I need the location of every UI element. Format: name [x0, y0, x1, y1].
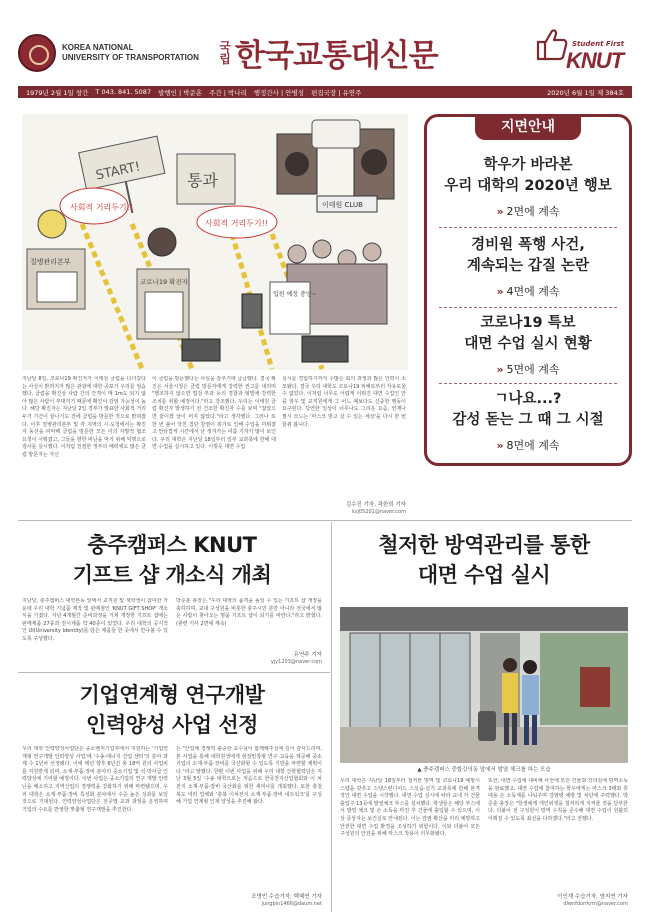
index-divider — [439, 307, 617, 308]
index-entry-page-text: 4면에 계속 — [506, 285, 560, 298]
bubble-left-text: 사회적 거리두기!! — [70, 203, 134, 212]
thumbs-up-icon — [532, 26, 570, 62]
index-entry-title: 경비원 폭행 사건, 계속되는 갑질 논란 — [466, 237, 590, 274]
index-heading: 지면안내 — [475, 114, 581, 140]
index-divider — [439, 383, 617, 384]
gift-shop-column: 지난달, 충주캠퍼스 대학본동 앞에서 교직원 및 재학생이 참여한 가운데 우리 대학 기념품 제작 및 판매점인 'KNUT GIFT SHOP' 개소식을 가졌다. 지난 4개월간 준비과정을 거쳐 개장한 기프트 샵에는 판매제품 27종과 전시제품 약 40종이 있었다. 우리 대학의 공식적인 UI(University Identity)를 담은 제품들 한 곳에서 만나볼 수 있도록 구성했다. — [22, 598, 168, 642]
research-column: 우리 대학 인력양성사업단은 중소벤처기업부에서 지원하는 '기업연계형 연구개발 인력양성 사업'에 '수송·에너지 산업 센터'의 분야 과제 수 1년차 선정됐다. 이에 매년 향후 6년간 총 18억 원의 사업비를 지원받게 되며, 소재·부품·장비 분야의 중소기업 및 석·박사급 인력양성에 기여할 예정이다. 이번 사업은 중소기업의 연구 개발 인력난을 해소하고 지역산업의 경쟁력을 강화하기 위해 마련됐으며, 우리 대학은 소재·부품·장비 특성화 분야에서 수준 높은 성과를 보일 것으로 기대된다. 인력양성사업단은 전공별 교과 과정을 운영하며 기업의 수요를 반영한 맞춤형 연구개발을 추진한다. — [22, 746, 168, 813]
issue-date: 2020년 6월 1일 제 384호 — [547, 88, 624, 97]
university-name-line-1: KOREA NATIONAL — [62, 43, 134, 52]
podium-mid-label: 코로나19 확진자 — [140, 278, 189, 286]
bubble-right-text: 사회적 거리두기!! — [205, 219, 269, 228]
info-item: 1979년 2월 1일 창간 — [26, 88, 89, 97]
sign-right-text: 입원 예정 중앙~ — [273, 291, 317, 298]
covid-column: 또한, 대면 수업에 대비해 사전에 모든 건물과 강의실에 방역소독을 완료했고, 대면 수업에 참여하는 학우에게는 마스크 3매와 휴대용 손 소독제를 나눠주며 강염병 예방 및 차단에 주력했다. 박준훈 총장은 "학생에게 개인위생을 철저하게 지켜줄 것을 당부한다. 더불어 전 구성원이 방역 수칙을 준수해 대면 수업이 원활히 이뤄질 수 있도록 최선을 다하겠다."라고 전했다. — [488, 778, 628, 822]
university-name-line-2: UNIVERSITY OF TRANSPORTATION — [62, 53, 199, 62]
top-article-column: 실시를 경험하기까지 수많은 회의 과정과 많은 인력이 소모됐다. 결국 우리 대학도 코로나19 피해로부터 자유로울 수 없었다. 이처럼 너무도 어렵게 이뤄진 대면 수업인 만큼 학우 및 교직원에게 그 어느 때보다도 신중한 행동이 요구된다. 당연한 일상이 너무나도 그리운 요즘, 언제나 필시 모드는 '마스크 벗고 살 수 있는 세상'을 다시 한 번 꿈꿔 봅니다. — [282, 376, 406, 428]
gift-shop-headline: 충주캠퍼스 KNUT 기프트 샵 개소식 개최 — [72, 533, 272, 587]
index-entry-page-text: 5면에 계속 — [506, 363, 560, 376]
university-name — [62, 43, 199, 63]
index-entry[interactable] — [437, 389, 619, 453]
covid-email: dlwnfdorrkrm@naver.com — [563, 901, 628, 907]
index-entry-page-text: 2면에 계속 — [506, 205, 560, 218]
chevron-right-icon: » — [496, 439, 504, 452]
index-entry-page — [437, 283, 619, 299]
index-entry[interactable] — [437, 313, 619, 377]
index-entry-title: ㄱ나요...? 감성 돋는 그 때 그 시절 — [452, 391, 604, 428]
top-article-column: 이 클럽을 방문했다는 사실을 감추기에 급급했다. 결국 확진은 서울시청은 클럽 방문자에게 강력한 권고를 내리며 "행조하지 않으면 법검 부과 등의 경찰과 형벌에 강력한 조치를 취할 예정이다."라고 강조했다. 우리는 이태원 클럽 확진자 발생하기 전 건조한 확진자 수를 보며 "잡았으면 끝이겠 날이 머지 않았다."라고 생각했다. 그러나 또 한 번 불어 닥친 집단 감염이 위기로 인해 수업을 미뤄졌고 안타깝게 시간에서 난 생겨가는 여름 기자가 많이 보인다. 우리 대학은 지난달 18일부터 일부 교과목에 한해 대면 수업을 실시하고 있다. 이렇듯 대면 수업 — [152, 376, 276, 451]
knut-slogan: Student First — [572, 40, 625, 48]
cartoon-illustration — [22, 114, 408, 370]
university-logo[interactable] — [18, 34, 199, 72]
top-article-column: 지난달 8일, 코로나19 확진자가 이태원 클럽을 다녀갔다는 사실이 밝혀지자 많은 관광에 대한 공포가 우리를 엄습했다. 클럽을 확진상 사람 간의 간격이 매 1m도 되지 않아 많은 사람이 부대끼기 때문에 확진이 감염 가능성이 높다. 해당 확진자는 지난달 2일 경부가 발표한 사회적 거리두기 기간이 끝나기도 전에 클럽을 방문한 것으로 밝혀졌다. 이후 질병관리본부 및 각 지역의 시·도청에서는 확진자 동선을 파악해 클럽을 방문한 모든 이의 자발적 협조 요청이 이뤄졌고, 그들을 향한 비난을 막기 위해 익명으로 검사를 실시했다. 이처럼 친절한 정부의 배려에도 많은 클럽 방문자는 자신 — [22, 376, 146, 458]
chevron-right-icon: » — [496, 363, 504, 376]
info-item: 편집국장 | 유연주 — [311, 88, 362, 97]
gift-shop-byline: 유연주 기자 — [293, 652, 322, 658]
newspaper-title — [218, 30, 438, 75]
editorial-cartoon — [22, 114, 408, 370]
knut-wordmark: KNUT — [566, 48, 624, 73]
start-sign-text: START! — [94, 159, 142, 184]
index-entry[interactable] — [437, 155, 619, 219]
title-prefix: 국립 — [219, 39, 231, 66]
top-article-email: ksj05201@naver.com — [352, 509, 406, 515]
section-divider — [18, 520, 632, 521]
info-item: T 043. 841. 5087 — [95, 88, 152, 96]
top-article-byline: 김수진 기자, 곽한희 기자 — [345, 502, 406, 508]
chevron-right-icon: » — [496, 285, 504, 298]
info-item: 주간 | 박나리 — [209, 88, 247, 97]
covid-column: 우리 대학은 지난달 18일부터 철저한 방역 및 코로나19 예방시스템을 갖추고 스탠스턴디어드 스실습·실기 교과목에 한해 본격적인 대면 수업을 시작했다. 대면 수업 실시에 따라 교내 각 건물 출입구 13곳에 발열체크 부스를 설치했다. 학생들은 해당 부스에서 발열 체크 및 손 소독을 마친 후 건물에 출입할 수 있으며, 이상 증상자는 보건실로 안내된다. 이는 감염 확산을 미리 예방하고 안전한 대면 수업 환경을 조성하기 위함이다. 이와 더불어 모든 구성원의 안전을 위해 마스크 착용이 의무화됐다. — [340, 778, 480, 838]
info-bar — [18, 86, 632, 98]
podium-left-label: 질병관리본부 — [30, 258, 71, 266]
index-divider — [439, 227, 617, 228]
page-index-box — [424, 114, 632, 466]
section-divider — [18, 672, 330, 673]
research-email: jungbin1466@daum.net — [261, 901, 322, 907]
fever-check-photo — [340, 607, 628, 763]
index-entry-title: 코로나19 특보 대면 수업 실시 현황 — [464, 315, 592, 352]
chevron-right-icon: » — [496, 205, 504, 218]
index-entry-page-text: 8면에 계속 — [506, 439, 560, 452]
index-entry-page — [437, 437, 619, 453]
covid-headline: 철저한 방역관리를 통한 대면 수업 실시 — [378, 533, 590, 587]
index-entry-title: 학우가 바라본 우리 대학의 2020년 행보 — [444, 157, 612, 194]
research-column: 는 "산업에 경쟁력 출중한 교수님이 함께해주실에 깊이 감사드리며, 본 사업을 통해 대학원생에게 현장밀착형 연구 교육을 제공해 중소기업의 소재·부품·장비를 국산화할 수 있도록 기반을 마련할 계획이다."라고 말했다. 한편 이번 사업을 위해 우리 대학 산학협력단은 지난 3월 5일 '수송 대학으로는 처음으로 한국전자산업협회와 이 차전지 소재·부품·장비 국산화를 위한 세미나를 개최했다. 또한 충청북도 여러 업체와 '충북 이차전지 소재·부품·장비 네트워크'를 구성해 기업 연계형 인재 양성을 추진해 왔다. — [176, 746, 322, 806]
covid-byline: 이인재 수습기자, 염지연 기자 — [557, 894, 628, 900]
pass-sign-text: 통과 — [187, 171, 218, 190]
index-entry-page — [437, 203, 619, 219]
gift-shop-column: 박준훈 총장은 "우리 대학의 품격을 높일 수 있는 기프트 샵 개장을 축하하며, 교내 구성원을 비롯한 충주시민 분만 아니라 전국에서 많은 사람이 찾아오는 명품 기프트 샵이 되기를 바란다."라고 밝혔다. (관련 기사 2면에 계속) — [176, 598, 322, 627]
info-item: 발행인 | 박준훈 — [158, 88, 203, 97]
index-entry[interactable] — [437, 235, 619, 299]
column-divider — [331, 522, 332, 912]
research-byline: 조명빈 수습기자, 백혜연 기자 — [251, 894, 322, 900]
info-item: 행정간사 | 안병성 — [253, 88, 305, 97]
research-headline: 기업연계형 연구개발 인력양성 사업 선정 — [79, 683, 265, 737]
club-sign-text: 이태원 CLUB — [322, 201, 363, 209]
index-entry-page — [437, 361, 619, 377]
gift-shop-email: yjy1203@naver.com — [270, 659, 322, 665]
newspaper-name: 한국교통대신문 — [235, 38, 438, 74]
masthead — [18, 22, 632, 82]
university-seal-icon — [18, 34, 56, 72]
photo-caption: ▲ 충주캠퍼스 중합강의동 앞에서 발열 체크를 하는 모습 — [417, 767, 551, 773]
knut-logo[interactable] — [532, 24, 632, 79]
covid-photo — [340, 607, 628, 763]
